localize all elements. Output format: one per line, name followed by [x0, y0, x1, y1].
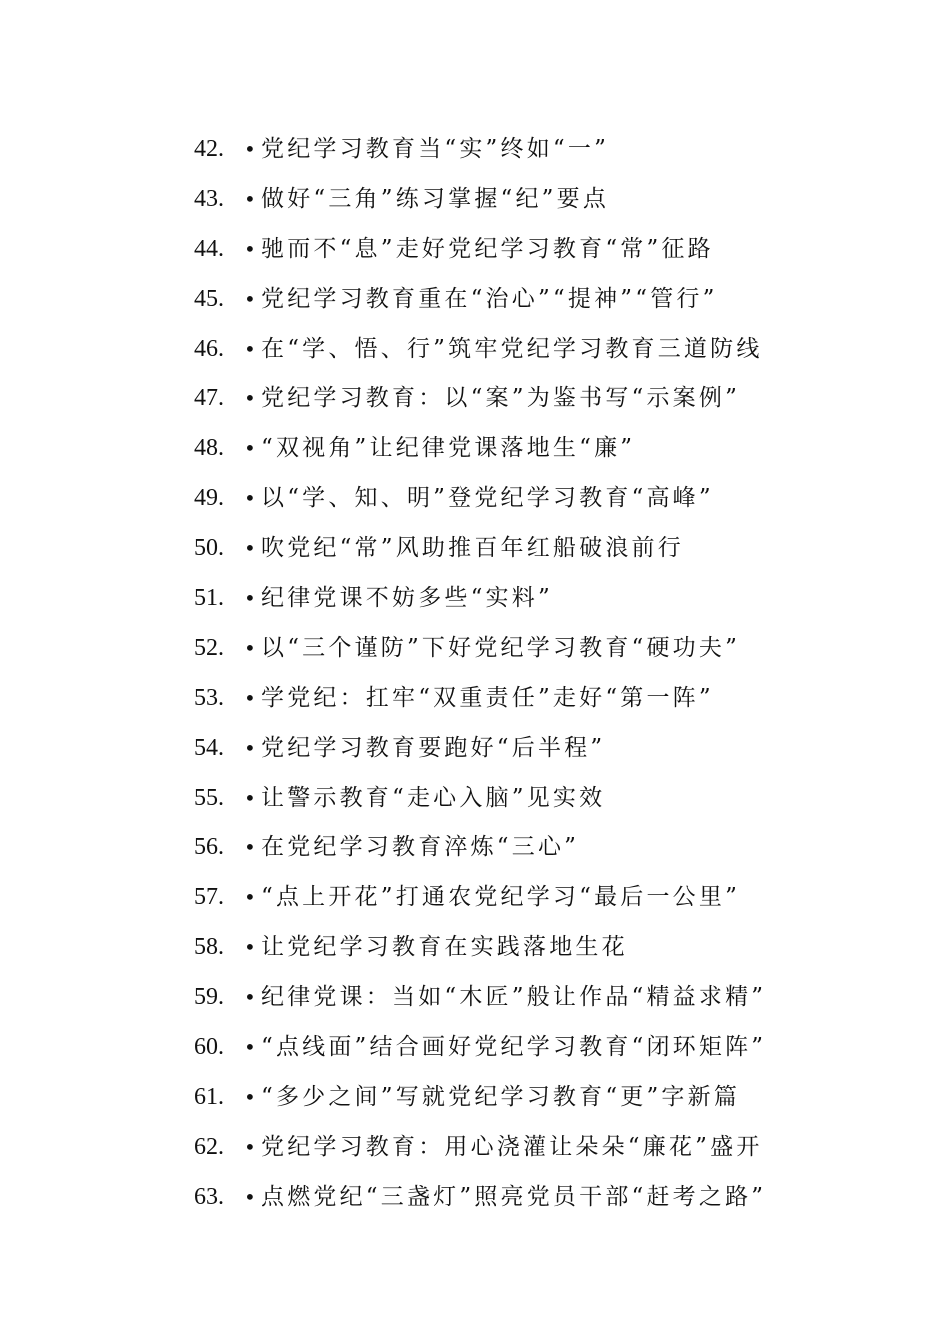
- bullet-icon: •: [244, 336, 256, 361]
- item-number: 60.: [194, 1034, 224, 1061]
- list-item: [0, 523, 950, 573]
- bullet-icon: •: [244, 1084, 256, 1109]
- bullet-icon: •: [244, 486, 256, 511]
- item-title: 做好“三角”练习掌握“纪”要点: [261, 185, 610, 212]
- item-number: 47.: [194, 385, 224, 412]
- item-title: 以“三个谨防”下好党纪学习教育“硬功夫”: [261, 634, 741, 661]
- item-number: 57.: [194, 884, 224, 911]
- item-title: 点燃党纪“三盏灯”照亮党员干部“赶考之路”: [261, 1183, 767, 1210]
- item-number: 42.: [194, 136, 224, 162]
- list-item: [0, 224, 950, 274]
- item-title: 党纪学习教育要跑好“后半程”: [261, 734, 606, 761]
- list-item: [0, 972, 950, 1022]
- bullet-icon: •: [244, 586, 256, 611]
- item-title: 驰而不“息”走好党纪学习教育“常”征路: [261, 235, 714, 262]
- item-title: 在党纪学习教育淬炼“三心”: [261, 834, 580, 861]
- list-item: [0, 922, 950, 972]
- bullet-icon: •: [244, 735, 256, 760]
- list-item: [0, 673, 950, 723]
- item-title: 党纪学习教育重在“治心”“提神”“管行”: [261, 285, 718, 312]
- bullet-icon: •: [244, 137, 256, 161]
- item-number: 54.: [194, 734, 224, 761]
- list-item: [0, 423, 950, 473]
- list-item: [0, 174, 950, 224]
- list-item: [0, 822, 950, 872]
- item-number: 45.: [194, 285, 224, 312]
- title-list: [0, 124, 950, 1222]
- bullet-icon: •: [244, 1184, 256, 1209]
- item-number: 46.: [194, 335, 224, 362]
- list-item: [0, 1022, 950, 1072]
- item-title: 以“学、知、明”登党纪学习教育“高峰”: [261, 485, 714, 512]
- item-number: 44.: [194, 235, 224, 262]
- item-title: “点上开花”打通农党纪学习“最后一公里”: [261, 884, 741, 911]
- list-item: [0, 773, 950, 823]
- list-item: [0, 1072, 950, 1122]
- bullet-icon: •: [244, 386, 256, 411]
- item-title: “多少之间”写就党纪学习教育“更”字新篇: [261, 1083, 741, 1110]
- list-item: [0, 324, 950, 374]
- item-number: 61.: [194, 1083, 224, 1110]
- bullet-icon: •: [244, 635, 256, 660]
- item-number: 50.: [194, 535, 224, 562]
- item-title: 党纪学习教育当“实”终如“一”: [261, 136, 610, 162]
- item-title: 纪律党课：当如“木匠”般让作品“精益求精”: [261, 984, 767, 1011]
- bullet-icon: •: [244, 286, 256, 311]
- bullet-icon: •: [244, 186, 256, 211]
- item-title: “点线面”结合画好党纪学习教育“闭环矩阵”: [261, 1034, 767, 1061]
- item-title: 党纪学习教育：以“案”为鉴书写“示案例”: [261, 385, 741, 412]
- bullet-icon: •: [244, 1134, 256, 1159]
- bullet-icon: •: [244, 935, 256, 960]
- bullet-icon: •: [244, 236, 256, 261]
- item-title: 让警示教育“走心入脑”见实效: [261, 784, 606, 811]
- item-number: 43.: [194, 185, 224, 212]
- list-item: [0, 623, 950, 673]
- list-item: [0, 573, 950, 623]
- list-item: [0, 473, 950, 523]
- item-number: 55.: [194, 784, 224, 811]
- list-item: [0, 124, 950, 174]
- list-item: [0, 274, 950, 324]
- item-number: 59.: [194, 984, 224, 1011]
- item-number: 48.: [194, 435, 224, 462]
- item-title: 纪律党课不妨多些“实料”: [261, 585, 553, 612]
- bullet-icon: •: [244, 985, 256, 1010]
- item-number: 63.: [194, 1183, 224, 1210]
- item-title: 学党纪：扛牢“双重责任”走好“第一阵”: [261, 684, 714, 711]
- list-item: [0, 1122, 950, 1172]
- item-title: 在“学、悟、行”筑牢党纪学习教育三道防线: [261, 335, 763, 362]
- item-number: 53.: [194, 684, 224, 711]
- list-item: [0, 872, 950, 922]
- item-number: 52.: [194, 634, 224, 661]
- item-title: 党纪学习教育：用心浇灌让朵朵“廉花”盛开: [261, 1133, 763, 1160]
- bullet-icon: •: [244, 436, 256, 461]
- bullet-icon: •: [244, 885, 256, 910]
- bullet-icon: •: [244, 785, 256, 810]
- list-item: [0, 373, 950, 423]
- item-title: 吹党纪“常”风助推百年红船破浪前行: [261, 535, 684, 562]
- list-item: [0, 1172, 950, 1222]
- item-number: 56.: [194, 834, 224, 861]
- bullet-icon: •: [244, 835, 256, 860]
- item-title: 让党纪学习教育在实践落地生花: [261, 934, 628, 961]
- item-number: 51.: [194, 585, 224, 612]
- item-number: 62.: [194, 1133, 224, 1160]
- bullet-icon: •: [244, 1035, 256, 1060]
- bullet-icon: •: [244, 685, 256, 710]
- list-item: [0, 723, 950, 773]
- bullet-icon: •: [244, 536, 256, 561]
- item-title: “双视角”让纪律党课落地生“廉”: [261, 435, 636, 462]
- item-number: 49.: [194, 485, 224, 512]
- item-number: 58.: [194, 934, 224, 961]
